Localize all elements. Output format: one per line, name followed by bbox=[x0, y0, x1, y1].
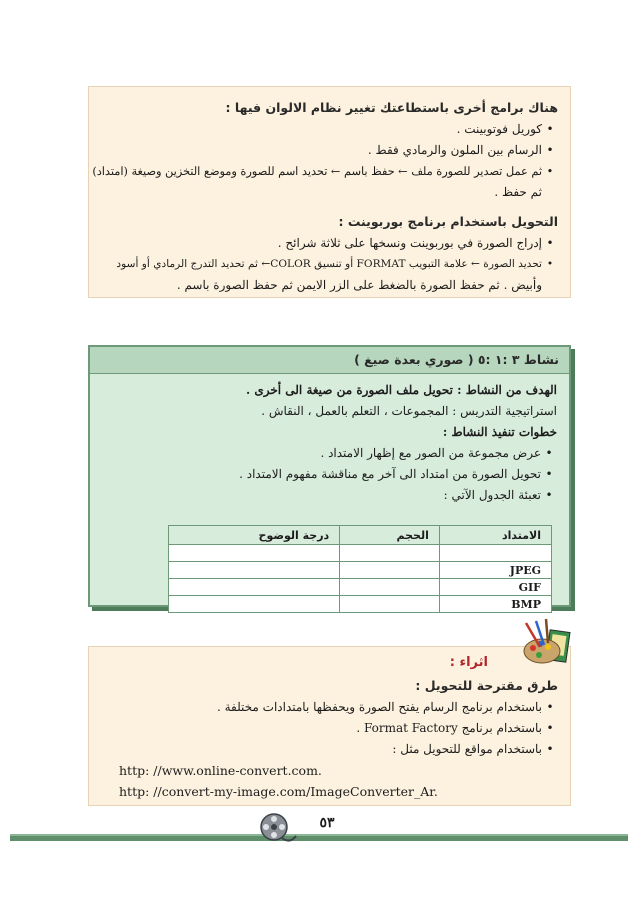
column-header-size: الحجم bbox=[340, 526, 440, 545]
url-link[interactable]: http: //convert-my-image.com/ImageConverter_Ar. bbox=[119, 784, 438, 799]
table-row bbox=[169, 545, 552, 562]
page-number: ٥٣ bbox=[319, 815, 335, 831]
list-item-continuation: ثم حفظ . bbox=[494, 185, 542, 199]
table-cell[interactable] bbox=[340, 545, 440, 562]
section-heading: التحويل باستخدام برنامج بوربوينت : bbox=[338, 214, 558, 229]
activity-strategy: استراتيجية التدريس : المجموعات ، التعلم بالعمل ، النقاش . bbox=[261, 404, 557, 418]
activity-box bbox=[88, 345, 571, 611]
list-item: •ثم عمل تصدير للصورة ملف ← حفظ باسم ← تحديد اسم للصورة وموضع التخزين وصيغة (امتداد) bbox=[92, 165, 554, 178]
table-cell[interactable] bbox=[169, 579, 340, 596]
film-reel-icon bbox=[258, 812, 298, 846]
list-item: •باستخدام برنامج الرسام يفتح الصورة ويحفظها بامتدادات مختلفة . bbox=[216, 700, 554, 714]
column-header-clarity: درجة الوضوح bbox=[169, 526, 340, 545]
list-item: •تعبئة الجدول الآتي : bbox=[443, 488, 553, 502]
list-item-continuation: وأبيض . ثم حفظ الصورة بالضغط على الزر الايمن ثم حفظ الصورة باسم . bbox=[176, 278, 542, 292]
table-header-row bbox=[169, 526, 552, 545]
activity-goal: الهدف من النشاط : تحويل ملف الصورة من صيغة الى أخرى . bbox=[245, 383, 557, 397]
info-box-other-programs bbox=[88, 86, 571, 298]
table-cell: JPEG bbox=[439, 562, 551, 579]
table-row bbox=[169, 579, 552, 596]
section-heading: هناك برامج أخرى باستطاعتك تغيير نظام الالوان فيها : bbox=[225, 100, 558, 115]
table-cell[interactable] bbox=[340, 596, 440, 613]
table-row bbox=[169, 562, 552, 579]
table-row bbox=[169, 596, 552, 613]
table-cell[interactable] bbox=[169, 562, 340, 579]
steps-heading: خطوات تنفيذ النشاط : bbox=[442, 425, 557, 439]
art-palette-icon bbox=[518, 617, 572, 669]
list-item: •باستخدام برنامج Format Factory . bbox=[356, 721, 554, 735]
list-item: •الرسام بين الملون والرمادي فقط . bbox=[367, 143, 554, 157]
list-item: •عرض مجموعة من الصور مع إظهار الامتداد . bbox=[320, 446, 553, 460]
table-cell[interactable] bbox=[169, 545, 340, 562]
column-header-extension: الامتداد bbox=[439, 526, 551, 545]
list-item: •تحديد الصورة ← علامة التبويب FORMAT أو تنسيق COLOR← ثم تحديد التدرج الرمادي أو أسود bbox=[116, 258, 554, 270]
enrichment-title: اثراء : bbox=[449, 655, 488, 670]
list-item: •إدراج الصورة في بوربوينت ونسخها على ثلاثة شرائح . bbox=[277, 236, 554, 250]
enrichment-box bbox=[88, 646, 571, 806]
table-cell: BMP bbox=[439, 596, 551, 613]
extension-table bbox=[168, 525, 552, 613]
list-item: •كوريل فوتوبينت . bbox=[456, 122, 554, 136]
footer-bar bbox=[10, 834, 628, 841]
activity-title: نشاط ٣ :١ :٥ ( صوري بعدة صيغ ) bbox=[90, 347, 569, 374]
url-link[interactable]: http: //www.online-convert.com. bbox=[119, 763, 322, 778]
section-heading: طرق مقترحة للتحويل : bbox=[415, 678, 558, 693]
table-cell[interactable] bbox=[340, 579, 440, 596]
table-cell[interactable] bbox=[340, 562, 440, 579]
list-item: •باستخدام مواقع للتحويل مثل : bbox=[392, 742, 554, 756]
table-cell[interactable] bbox=[439, 545, 551, 562]
table-cell[interactable] bbox=[169, 596, 340, 613]
table-cell: GIF bbox=[439, 579, 551, 596]
list-item: •تحويل الصورة من امتداد الى آخر مع مناقشة مفهوم الامتداد . bbox=[239, 467, 553, 481]
